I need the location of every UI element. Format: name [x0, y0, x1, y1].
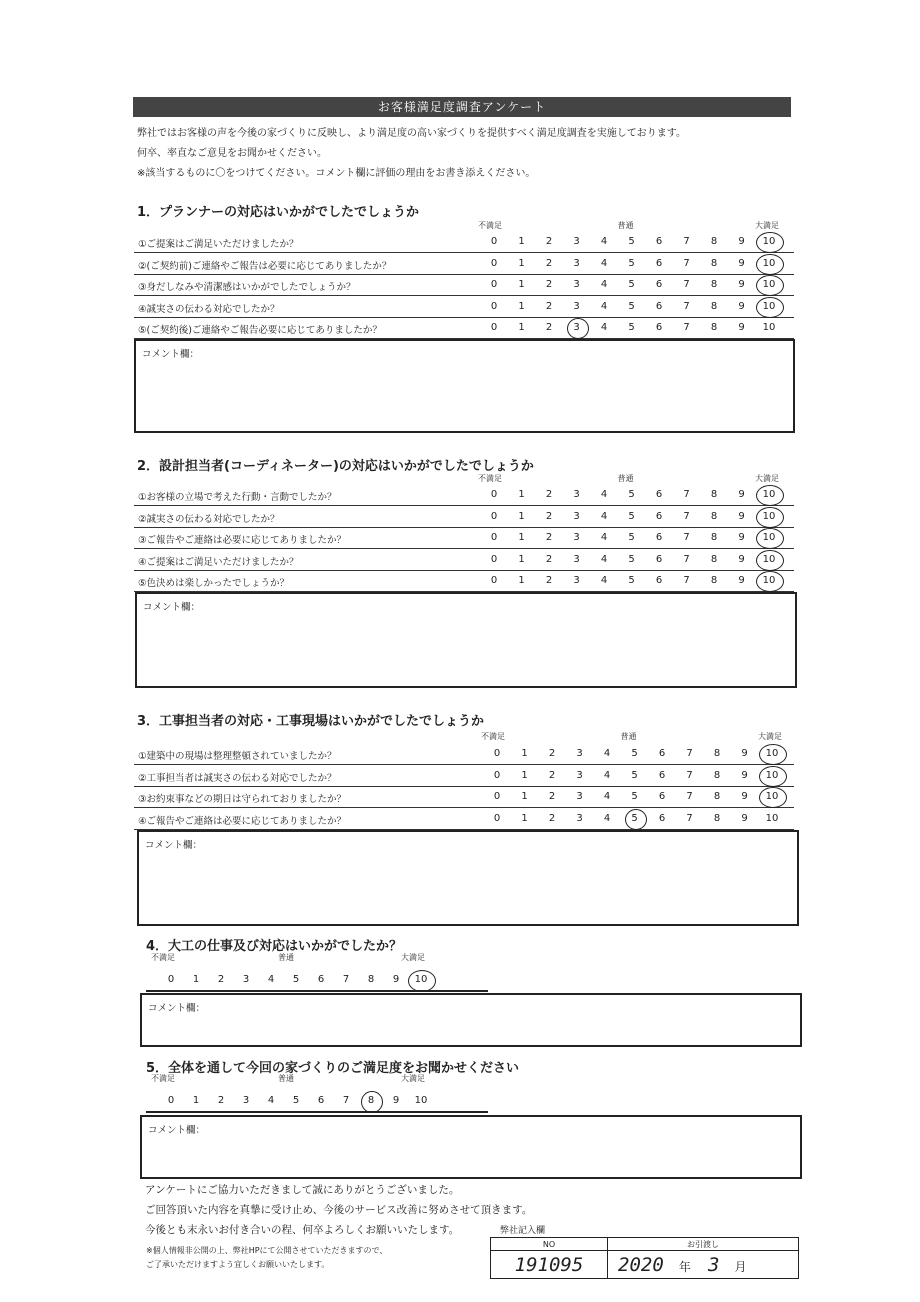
- selected-rating-circle: [756, 297, 784, 318]
- rating-option-6[interactable]: 6: [655, 300, 663, 312]
- rating-option-5[interactable]: 5: [628, 489, 635, 500]
- question-text: ③身だしなみや清潔感はいかがでしたでしょうか？: [138, 282, 356, 293]
- question-row: [134, 507, 794, 528]
- comment-label: コメント欄：: [145, 840, 203, 851]
- rating-option-9[interactable]: 9: [738, 257, 745, 269]
- question-text: ①建築中の現場は整理整頓されていましたか？: [138, 751, 337, 762]
- selected-rating-circle: [567, 318, 589, 339]
- rating-option-6[interactable]: 6: [658, 791, 666, 802]
- question-row: [134, 787, 794, 808]
- privacy-note-2: ご了承いただけますよう宜しくお願いいたします。: [146, 1260, 330, 1269]
- handover-header: お引渡し: [608, 1238, 799, 1251]
- question-text: ③お約束事などの期日は守られておりましたか？: [138, 794, 347, 805]
- rating-option-7[interactable]: 7: [683, 300, 690, 312]
- scale-label-mid: 普通: [278, 953, 294, 962]
- rating-option-6[interactable]: 6: [658, 769, 666, 781]
- question-text: ③ご報告やご連絡は必要に応じてありましたか？: [138, 535, 347, 546]
- comment-label: コメント欄：: [148, 1003, 206, 1014]
- rating-option-6[interactable]: 6: [317, 1095, 325, 1106]
- rating-option-3[interactable]: 3: [573, 553, 580, 565]
- rating-option-0[interactable]: 0: [490, 532, 498, 543]
- section-3-title: 3．工事担当者の対応・工事現場はいかがでしたでしょうか: [137, 714, 485, 729]
- rating-option-3[interactable]: 3: [576, 748, 583, 759]
- rating-option-3[interactable]: 3: [573, 575, 580, 586]
- rating-option-10[interactable]: 10: [762, 279, 776, 290]
- scale-label-low: 不満足: [478, 221, 502, 230]
- rating-option-8[interactable]: 8: [367, 974, 375, 985]
- selected-rating-circle: [756, 528, 784, 549]
- rating-option-10[interactable]: 10: [762, 489, 776, 500]
- rating-option-7[interactable]: 7: [686, 812, 693, 824]
- rating-option-6[interactable]: 6: [655, 575, 663, 586]
- rating-option-0[interactable]: 0: [490, 279, 498, 290]
- rating-option-4[interactable]: 4: [603, 791, 611, 802]
- rating-option-0[interactable]: 0: [493, 812, 501, 824]
- office-use-label: 弊社記入欄: [500, 1226, 546, 1236]
- question-text: ②誠実さの伝わる対応でしたか？: [138, 513, 280, 525]
- selected-rating-circle: [361, 1091, 383, 1113]
- rating-option-9[interactable]: 9: [738, 300, 745, 312]
- section-1-comment-box[interactable]: [134, 339, 795, 433]
- selected-rating-circle: [756, 254, 784, 275]
- rating-option-3[interactable]: 3: [576, 791, 583, 802]
- rating-option-4[interactable]: 4: [600, 300, 608, 312]
- rating-option-4[interactable]: 4: [600, 532, 608, 543]
- rating-option-2[interactable]: 2: [545, 322, 553, 333]
- rating-option-9[interactable]: 9: [738, 510, 745, 522]
- rating-option-7[interactable]: 7: [683, 553, 690, 565]
- rating-option-0[interactable]: 0: [490, 510, 498, 522]
- rating-option-3[interactable]: 3: [576, 812, 583, 824]
- rating-option-2[interactable]: 2: [545, 236, 553, 247]
- rating-option-1[interactable]: 1: [518, 236, 525, 247]
- section-4-comment-box[interactable]: [140, 993, 802, 1047]
- rating-option-3[interactable]: 3: [573, 510, 580, 522]
- rating-option-5[interactable]: 5: [292, 1095, 300, 1106]
- thanks-line-3: 今後とも末永いお付き合いの程、何卒よろしくお願いいたします。: [145, 1224, 460, 1236]
- question-text: ②(ご契約前)ご連絡やご報告は必要に応じてありましたか？: [138, 260, 392, 272]
- rating-option-1[interactable]: 1: [521, 791, 528, 802]
- scale-label-high: 大満足: [755, 474, 779, 483]
- scale-underline: [146, 1111, 488, 1113]
- question-row: [134, 528, 794, 549]
- rating-option-4[interactable]: 4: [600, 322, 608, 333]
- rating-option-8[interactable]: 8: [710, 236, 718, 247]
- rating-option-5[interactable]: 5: [631, 769, 638, 781]
- rating-option-4[interactable]: 4: [600, 257, 608, 269]
- scale-label-low: 不満足: [151, 953, 175, 962]
- rating-option-3[interactable]: 3: [573, 489, 580, 500]
- rating-option-1[interactable]: 1: [518, 300, 525, 312]
- rating-option-4[interactable]: 4: [603, 769, 611, 781]
- rating-option-8[interactable]: 8: [710, 553, 718, 565]
- rating-option-2[interactable]: 2: [217, 1095, 225, 1106]
- section-2-comment-box[interactable]: [135, 592, 797, 688]
- rating-option-9[interactable]: 9: [741, 812, 748, 824]
- rating-option-10[interactable]: 10: [765, 791, 779, 802]
- rating-option-3[interactable]: 3: [576, 769, 583, 781]
- rating-option-3[interactable]: 3: [573, 300, 580, 312]
- rating-option-6[interactable]: 6: [655, 257, 663, 269]
- rating-option-9[interactable]: 9: [738, 236, 745, 247]
- selected-rating-circle: [759, 766, 787, 787]
- office-use-table: [490, 1237, 799, 1279]
- question-row: [134, 744, 794, 765]
- rating-option-9[interactable]: 9: [738, 322, 745, 333]
- selected-rating-circle: [756, 507, 784, 528]
- scale-label-low: 不満足: [478, 474, 502, 483]
- rating-option-3[interactable]: 3: [573, 279, 580, 290]
- rating-option-9[interactable]: 9: [392, 974, 400, 985]
- rating-option-3[interactable]: 3: [573, 322, 580, 333]
- rating-option-9[interactable]: 9: [738, 279, 745, 290]
- rating-option-9[interactable]: 9: [738, 489, 745, 500]
- rating-option-10[interactable]: 10: [414, 1095, 428, 1106]
- rating-option-9[interactable]: 9: [738, 575, 745, 586]
- rating-option-5[interactable]: 5: [631, 812, 638, 824]
- rating-option-7[interactable]: 7: [342, 974, 350, 985]
- rating-option-6[interactable]: 6: [655, 532, 663, 543]
- rating-option-2[interactable]: 2: [548, 748, 556, 759]
- rating-option-7[interactable]: 7: [686, 769, 693, 781]
- rating-option-5[interactable]: 5: [628, 553, 635, 565]
- rating-option-0[interactable]: 0: [490, 257, 498, 269]
- rating-option-5[interactable]: 5: [628, 236, 635, 247]
- rating-option-6[interactable]: 6: [655, 322, 663, 333]
- scale-label-high: 大満足: [755, 221, 779, 230]
- scale-underline: [146, 990, 488, 992]
- rating-option-7[interactable]: 7: [683, 257, 690, 269]
- no-header: NO: [491, 1238, 608, 1251]
- rating-option-5[interactable]: 5: [628, 257, 635, 269]
- rating-option-5[interactable]: 5: [292, 974, 300, 985]
- rating-option-8[interactable]: 8: [710, 257, 718, 269]
- rating-option-10[interactable]: 10: [762, 553, 776, 565]
- question-row: [134, 318, 794, 339]
- rating-option-8[interactable]: 8: [710, 300, 718, 312]
- rating-option-6[interactable]: 6: [655, 489, 663, 500]
- rating-option-5[interactable]: 5: [628, 322, 635, 333]
- intro-line-3: ※該当するものに〇をつけてください。コメント欄に評価の理由をお書き添えください。: [137, 168, 536, 179]
- rating-option-3[interactable]: 3: [573, 532, 580, 543]
- rating-option-2[interactable]: 2: [545, 257, 553, 269]
- scale-label-high: 大満足: [758, 732, 782, 741]
- rating-option-6[interactable]: 6: [658, 748, 666, 759]
- selected-rating-circle: [759, 787, 787, 808]
- question-row: [134, 275, 794, 296]
- question-text: ①お客様の立場で考えた行動・言動でしたか？: [138, 492, 337, 503]
- rating-option-10[interactable]: 10: [762, 575, 776, 586]
- rating-option-1[interactable]: 1: [192, 974, 200, 985]
- rating-option-0[interactable]: 0: [490, 322, 498, 333]
- rating-option-9[interactable]: 9: [741, 791, 748, 802]
- handover-year: 2020: [618, 1253, 664, 1276]
- rating-option-7[interactable]: 7: [683, 575, 690, 586]
- selected-rating-circle: [756, 275, 784, 296]
- question-text: ④誠実さの伝わる対応でしたか？: [138, 303, 280, 315]
- rating-option-4[interactable]: 4: [267, 974, 275, 985]
- selected-rating-circle: [756, 571, 784, 592]
- rating-option-6[interactable]: 6: [655, 279, 663, 290]
- month-unit: 月: [734, 1259, 747, 1274]
- question-row: [134, 254, 794, 275]
- section-1-title: 1．プランナーの対応はいかがでしたでしょうか: [137, 205, 420, 220]
- rating-option-10[interactable]: 10: [762, 510, 776, 522]
- thanks-line-2: ご回答頂いた内容を真摯に受け止め、今後のサービス改善に努めさせて頂きます。: [145, 1204, 533, 1216]
- rating-option-9[interactable]: 9: [738, 553, 745, 565]
- rating-option-0[interactable]: 0: [490, 236, 498, 247]
- rating-option-4[interactable]: 4: [600, 489, 608, 500]
- rating-option-8[interactable]: 8: [367, 1095, 375, 1106]
- question-row: [134, 297, 794, 318]
- rating-option-4[interactable]: 4: [603, 812, 611, 824]
- section-3-comment-box[interactable]: [137, 830, 799, 926]
- rating-option-8[interactable]: 8: [710, 532, 718, 543]
- scale-label-low: 不満足: [151, 1074, 175, 1083]
- rating-option-6[interactable]: 6: [658, 812, 666, 824]
- thanks-line-1: アンケートにご協力いただきまして誠にありがとうございました。: [145, 1184, 460, 1196]
- rating-option-0[interactable]: 0: [490, 553, 498, 565]
- rating-option-0[interactable]: 0: [493, 748, 501, 759]
- rating-option-0[interactable]: 0: [493, 791, 501, 802]
- rating-option-4[interactable]: 4: [600, 575, 608, 586]
- rating-option-5[interactable]: 5: [628, 510, 635, 522]
- rating-option-10[interactable]: 10: [765, 769, 779, 781]
- rating-option-8[interactable]: 8: [710, 489, 718, 500]
- rating-option-1[interactable]: 1: [518, 489, 525, 500]
- rating-option-7[interactable]: 7: [683, 532, 690, 543]
- rating-option-5[interactable]: 5: [628, 532, 635, 543]
- rating-option-10[interactable]: 10: [762, 236, 776, 247]
- rating-option-1[interactable]: 1: [518, 575, 525, 586]
- rating-option-1[interactable]: 1: [518, 532, 525, 543]
- customer-number: 191095: [514, 1253, 584, 1276]
- scale-label-mid: 普通: [278, 1074, 294, 1083]
- rating-option-6[interactable]: 6: [655, 510, 663, 522]
- rating-option-4[interactable]: 4: [600, 279, 608, 290]
- comment-label: コメント欄：: [142, 349, 200, 360]
- rating-option-0[interactable]: 0: [490, 300, 498, 312]
- question-text: ①ご提案はご満足いただけましたか？: [138, 239, 299, 250]
- rating-option-9[interactable]: 9: [738, 532, 745, 543]
- rating-option-10[interactable]: 10: [765, 748, 779, 759]
- section-5-title: 5．全体を通して今回の家づくりのご満足度をお聞かせください: [146, 1061, 520, 1076]
- rating-option-0[interactable]: 0: [167, 1095, 175, 1106]
- question-row: [134, 232, 794, 253]
- rating-option-1[interactable]: 1: [192, 1095, 200, 1106]
- intro-line-1: 弊社ではお客様の声を今後の家づくりに反映し、より満足度の高い家づくりを提供すべく満足度調査を実施しております。: [137, 128, 686, 139]
- rating-option-2[interactable]: 2: [545, 510, 553, 522]
- question-text: ⑤色決めは楽しかったでしょうか？: [138, 578, 290, 589]
- rating-option-5[interactable]: 5: [628, 300, 635, 312]
- rating-option-8[interactable]: 8: [710, 322, 718, 333]
- rating-option-3[interactable]: 3: [573, 257, 580, 269]
- rating-option-3[interactable]: 3: [242, 974, 250, 985]
- question-row: [134, 571, 794, 592]
- rating-option-1[interactable]: 1: [521, 748, 528, 759]
- rating-option-8[interactable]: 8: [713, 791, 721, 802]
- rating-option-10[interactable]: 10: [414, 974, 428, 985]
- selected-rating-circle: [756, 485, 784, 506]
- rating-option-7[interactable]: 7: [683, 236, 690, 247]
- scale-label-low: 不満足: [481, 732, 505, 741]
- rating-option-10[interactable]: 10: [762, 257, 776, 269]
- question-row: [134, 550, 794, 571]
- rating-option-2[interactable]: 2: [548, 769, 556, 781]
- rating-option-8[interactable]: 8: [713, 812, 721, 824]
- intro-line-2: 何卒、率直なご意見をお聞かせください。: [137, 148, 327, 159]
- rating-option-0[interactable]: 0: [493, 769, 501, 781]
- privacy-note-1: ※個人情報非公開の上、弊社HPにて公開させていただきますので、: [146, 1246, 388, 1255]
- selected-rating-circle: [756, 550, 784, 571]
- rating-option-6[interactable]: 6: [655, 236, 663, 247]
- rating-option-7[interactable]: 7: [686, 748, 693, 759]
- question-row: [134, 809, 794, 830]
- rating-option-5[interactable]: 5: [631, 748, 638, 759]
- section-4-title: 4．大工の仕事及び対応はいかがでしたか？: [146, 939, 403, 954]
- rating-option-0[interactable]: 0: [490, 575, 498, 586]
- rating-option-4[interactable]: 4: [267, 1095, 275, 1106]
- section-2-title: 2．設計担当者(コーディネーター)の対応はいかがでしたでしょうか: [137, 459, 534, 474]
- rating-option-7[interactable]: 7: [683, 279, 690, 290]
- rating-option-10[interactable]: 10: [762, 322, 776, 333]
- rating-option-2[interactable]: 2: [548, 791, 556, 802]
- scale-label-high: 大満足: [401, 953, 425, 962]
- comment-label: コメント欄：: [148, 1125, 206, 1136]
- selected-rating-circle: [756, 232, 784, 253]
- rating-option-8[interactable]: 8: [710, 510, 718, 522]
- rating-option-7[interactable]: 7: [686, 791, 693, 802]
- rating-option-2[interactable]: 2: [217, 974, 225, 985]
- rating-option-8[interactable]: 8: [713, 769, 721, 781]
- comment-label: コメント欄：: [143, 602, 201, 613]
- scale-label-mid: 普通: [617, 474, 634, 483]
- rating-option-4[interactable]: 4: [603, 748, 611, 759]
- rating-option-1[interactable]: 1: [518, 322, 525, 333]
- survey-title: お客様満足度調査アンケート: [133, 97, 791, 117]
- rating-option-4[interactable]: 4: [600, 236, 608, 247]
- rating-option-1[interactable]: 1: [521, 769, 528, 781]
- rating-option-1[interactable]: 1: [518, 257, 525, 269]
- question-text: ④ご報告やご連絡は必要に応じてありましたか？: [138, 815, 347, 827]
- rating-option-7[interactable]: 7: [683, 489, 690, 500]
- rating-option-9[interactable]: 9: [741, 748, 748, 759]
- scale-label-high: 大満足: [401, 1074, 425, 1083]
- rating-option-2[interactable]: 2: [545, 300, 553, 312]
- rating-option-8[interactable]: 8: [713, 748, 721, 759]
- rating-option-0[interactable]: 0: [167, 974, 175, 985]
- question-text: ②工事担当者は誠実さの伝わる対応でしたか？: [138, 772, 337, 784]
- rating-option-0[interactable]: 0: [490, 489, 498, 500]
- selected-rating-circle: [625, 809, 647, 830]
- rating-option-9[interactable]: 9: [741, 769, 748, 781]
- rating-option-8[interactable]: 8: [710, 575, 718, 586]
- rating-option-7[interactable]: 7: [683, 510, 690, 522]
- rating-option-6[interactable]: 6: [317, 974, 325, 985]
- section-5-comment-box[interactable]: [140, 1115, 802, 1179]
- selected-rating-circle: [759, 744, 787, 765]
- scale-label-mid: 普通: [620, 732, 637, 741]
- rating-option-4[interactable]: 4: [600, 553, 608, 565]
- rating-option-10[interactable]: 10: [765, 812, 779, 824]
- rating-option-2[interactable]: 2: [545, 575, 553, 586]
- question-text: ⑤(ご契約後)ご連絡やご報告必要に応じてありましたか？: [138, 325, 382, 336]
- rating-option-8[interactable]: 8: [710, 279, 718, 290]
- rating-option-6[interactable]: 6: [655, 553, 663, 565]
- rating-option-7[interactable]: 7: [683, 322, 690, 333]
- year-unit: 年: [678, 1259, 691, 1274]
- question-text: ④ご提案はご満足いただけましたか？: [138, 556, 299, 568]
- rating-option-7[interactable]: 7: [342, 1095, 350, 1106]
- handover-month: 3: [707, 1253, 720, 1276]
- rating-option-10[interactable]: 10: [762, 532, 776, 543]
- question-row: [134, 485, 794, 506]
- rating-option-3[interactable]: 3: [573, 236, 580, 247]
- rating-option-2[interactable]: 2: [545, 553, 553, 565]
- rating-option-2[interactable]: 2: [545, 532, 553, 543]
- rating-option-4[interactable]: 4: [600, 510, 608, 522]
- rating-option-5[interactable]: 5: [628, 279, 635, 290]
- rating-option-10[interactable]: 10: [762, 300, 776, 312]
- rating-option-2[interactable]: 2: [545, 279, 553, 290]
- scale-label-mid: 普通: [617, 221, 634, 230]
- rating-option-1[interactable]: 1: [521, 812, 528, 824]
- rating-option-2[interactable]: 2: [548, 812, 556, 824]
- rating-option-3[interactable]: 3: [242, 1095, 250, 1106]
- rating-option-5[interactable]: 5: [628, 575, 635, 586]
- rating-option-1[interactable]: 1: [518, 510, 525, 522]
- rating-option-9[interactable]: 9: [392, 1095, 400, 1106]
- rating-option-1[interactable]: 1: [518, 279, 525, 290]
- question-row: [134, 766, 794, 787]
- selected-rating-circle: [408, 970, 436, 992]
- rating-option-5[interactable]: 5: [631, 791, 638, 802]
- rating-option-1[interactable]: 1: [518, 553, 525, 565]
- rating-option-2[interactable]: 2: [545, 489, 553, 500]
